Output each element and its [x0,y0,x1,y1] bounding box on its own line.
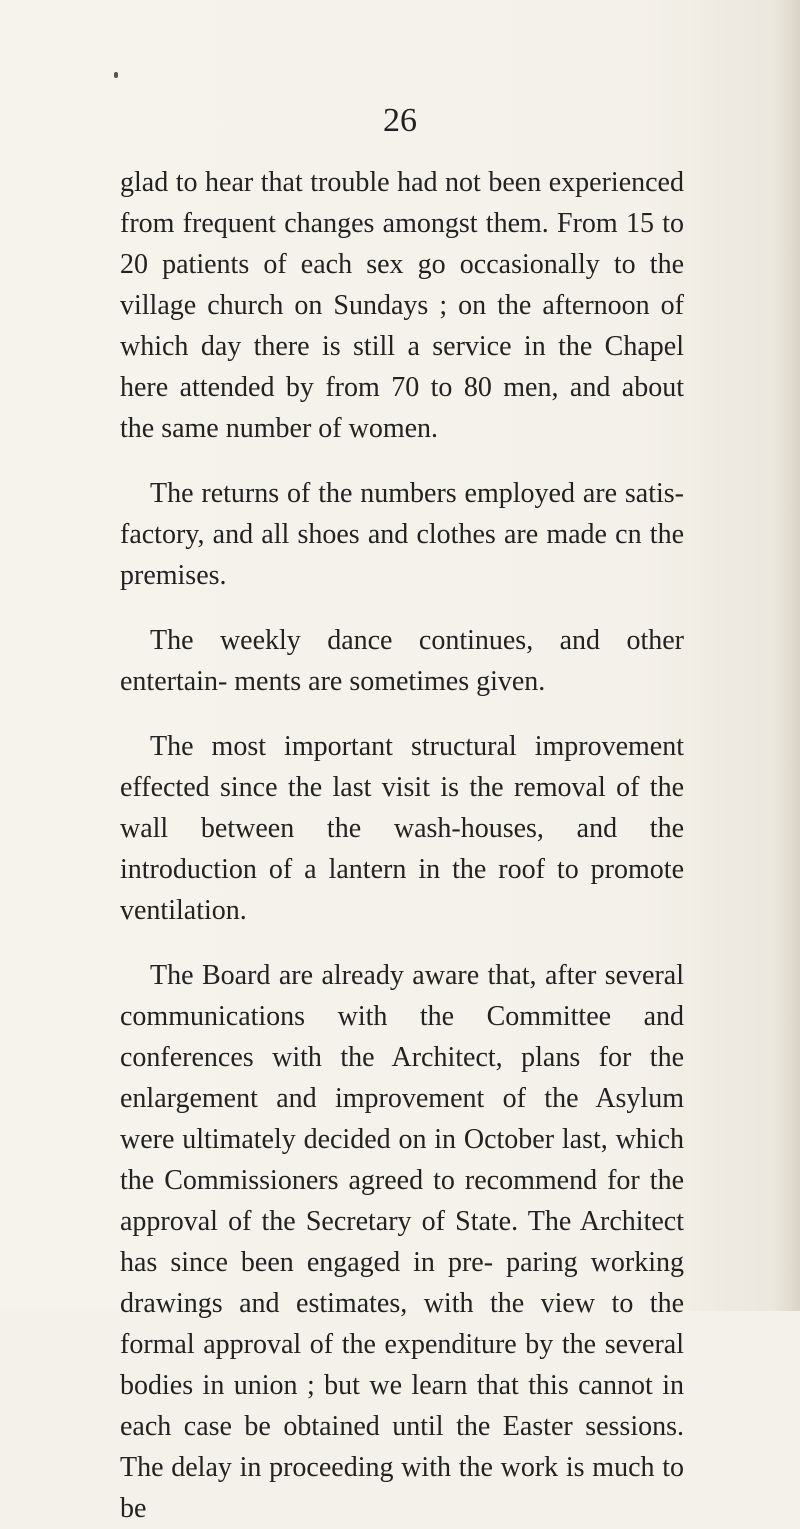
paragraph-2: The returns of the numbers employed are satis- factory, and all shoes and clothes are made cn the premises. [120,478,684,591]
page-number: 26 [383,102,417,139]
paragraph-1: glad to hear that trouble had not been experienced from frequent changes amongst them. From 15 to 20 patients of each sex go occasionally to the village church on Sundays ; on the afternoon of which day there is still a service in the Chapel here attended by from 70 to 80 men, and about the same number of women. [120,167,684,444]
body-text [120,162,684,1529]
paragraph-5: The Board are already aware that, after several communications with the Committee and conferences with the Architect, plans for the enlargement and improvement of the Asylum were ultimately decided on in October last, which the Commissioners agreed to recommend for the approval of the Secretary of State. The Architect has since been engaged in pre- paring working drawings and estimates, with the view to the formal approval of the expenditure by the several bodies in union ; but we learn that this cannot in each case be obtained until the Easter sessions. The delay in proceeding with the work is much to be [120,960,684,1524]
ink-mark [114,72,118,78]
paragraph-3: The weekly dance continues, and other entertain- ments are sometimes given. [120,625,684,697]
paragraph-4: The most important structural improvement effected since the last visit is the removal of the wall between the wash-houses, and the introduction of a lantern in the roof to promote ventilation. [120,731,684,926]
